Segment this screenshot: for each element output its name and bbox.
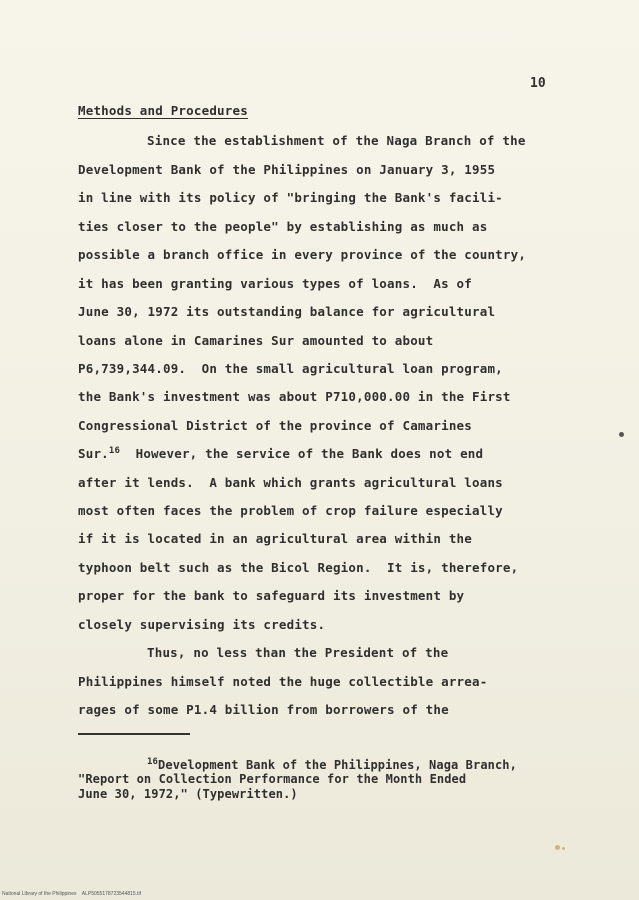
body-line: June 30, 1972 its outstanding balance for agricultural bbox=[78, 304, 496, 319]
body-line: Since the establishment of the Naga Branch of the bbox=[147, 133, 526, 148]
footnote-reference: 16 bbox=[108, 446, 121, 456]
body-line: Congressional District of the province of Camarines bbox=[78, 418, 473, 433]
scan-footer: National Library of the Philippines ALP5055178723544815.tif bbox=[2, 891, 141, 897]
body-line: proper for the bank to safeguard its investment by bbox=[78, 588, 465, 603]
body-line: it has been granting various types of loans. As of bbox=[78, 276, 473, 291]
footnote-number: 16 bbox=[147, 757, 159, 767]
page-number: 10 bbox=[530, 76, 546, 91]
body-line: Thus, no less than the President of the bbox=[147, 645, 449, 660]
body-line: possible a branch office in every province of the country, bbox=[78, 247, 527, 262]
body-line-text: However, the service of the Bank does not end bbox=[120, 446, 484, 462]
body-line: ties closer to the people" by establishing as much as bbox=[78, 219, 488, 234]
body-line: after it lends. A bank which grants agricultural loans bbox=[78, 475, 503, 490]
footnote-text: Development Bank of the Philippines, Naga Branch, bbox=[158, 758, 517, 772]
body-line-text: Sur. bbox=[78, 446, 109, 462]
body-line: P6,739,344.09. On the small agricultural loan program, bbox=[78, 361, 503, 376]
scan-speck bbox=[619, 432, 624, 437]
body-line: Development Bank of the Philippines on January 3, 1955 bbox=[78, 162, 496, 177]
body-line: Philippines himself noted the huge collectible arrea- bbox=[78, 674, 488, 689]
scan-speck bbox=[555, 845, 560, 850]
section-heading: Methods and Procedures bbox=[78, 103, 248, 118]
body-line: the Bank's investment was about P710,000.00 in the First bbox=[78, 389, 511, 404]
body-line: loans alone in Camarines Sur amounted to about bbox=[78, 333, 434, 348]
body-line: most often faces the problem of crop failure especially bbox=[78, 503, 503, 518]
body-line: in line with its policy of "bringing the Bank's facili- bbox=[78, 190, 503, 205]
scan-speck bbox=[562, 847, 565, 850]
body-line: rages of some P1.4 billion from borrowers of the bbox=[78, 702, 449, 717]
footnote-line: "Report on Collection Performance for the Month Ended bbox=[78, 772, 467, 786]
footnote-divider bbox=[78, 733, 190, 735]
body-line: closely supervising its credits. bbox=[78, 617, 326, 632]
footnote-line: June 30, 1972," (Typewritten.) bbox=[78, 787, 298, 801]
body-line: typhoon belt such as the Bicol Region. It is, therefore, bbox=[78, 560, 519, 575]
body-line-with-footnote-ref bbox=[78, 446, 483, 461]
body-line: if it is located in an agricultural area within the bbox=[78, 531, 473, 546]
footnote-line bbox=[147, 757, 517, 772]
